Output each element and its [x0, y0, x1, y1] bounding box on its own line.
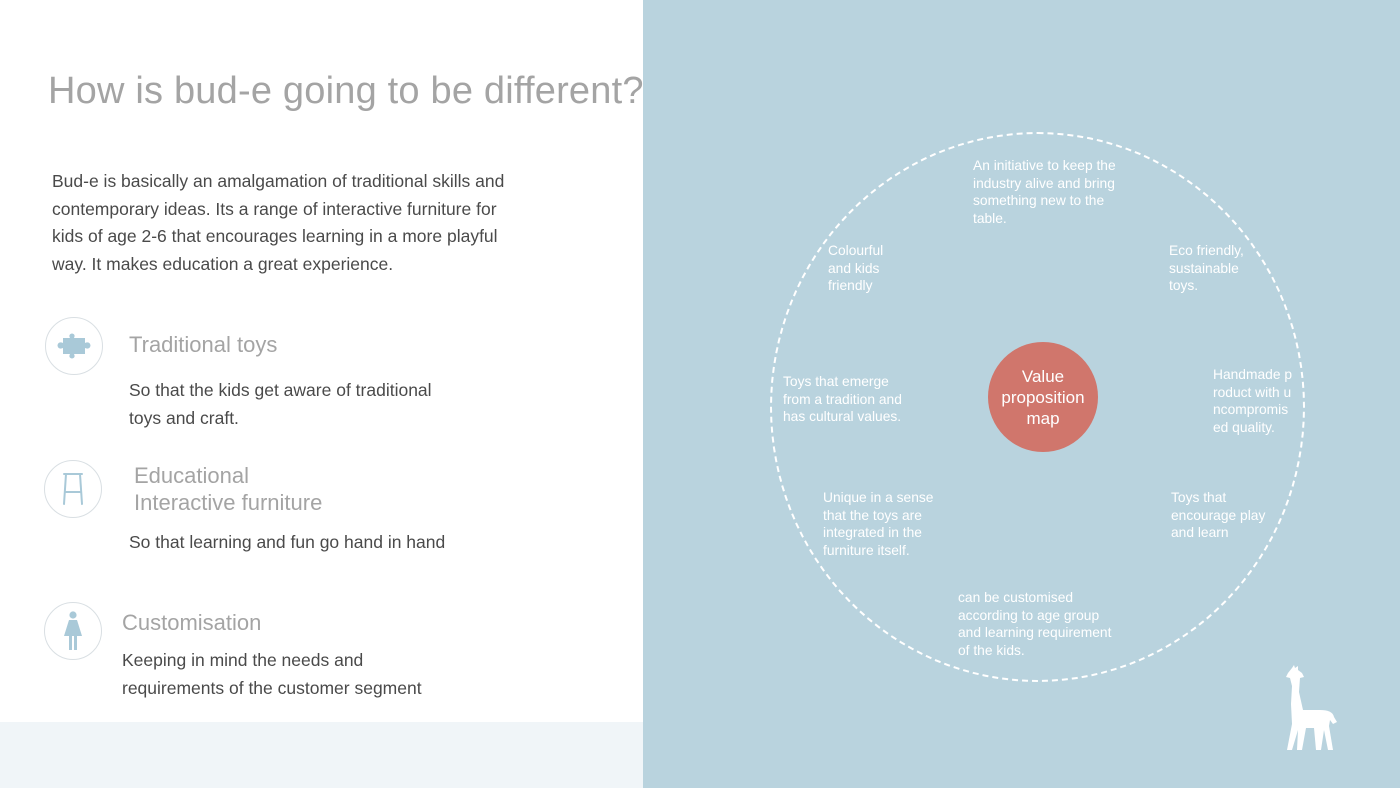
value-point-customised: can be customised according to age group and learning requirement of the kids. — [958, 590, 1112, 658]
page-title: How is bud-e going to be different? — [48, 70, 644, 112]
feature-icon-customisation — [44, 602, 102, 660]
value-point-eco-friendly: Eco friendly, sustainable toys. — [1169, 243, 1244, 293]
feature-description-traditional-toys: So that the kids get aware of traditional toys and craft. — [129, 380, 432, 428]
feature-description-educational-furniture: So that learning and fun go hand in hand — [129, 532, 446, 552]
intro-paragraph: Bud-e is basically an amalgamation of traditional skills and contemporary ideas. Its a range of interactive furniture for kids of age 2-6 that encourages learning in a more playful way. It makes education a great experience. — [52, 171, 505, 274]
feature-icon-educational-furniture — [44, 460, 102, 518]
feature-heading-traditional-toys: Traditional toys — [129, 332, 278, 357]
value-point-initiative: An initiative to keep the industry alive and bring something new to the table. — [973, 158, 1116, 226]
left-footer-band — [0, 722, 643, 788]
feature-icon-traditional-toys — [45, 317, 103, 375]
feature-heading-educational-furniture — [134, 462, 394, 516]
value-point-tradition: Toys that emerge from a tradition and has cultural values. — [783, 374, 902, 424]
puzzle-icon — [54, 332, 94, 360]
value-point-unique: Unique in a sense that the toys are integrated in the furniture itself. — [823, 490, 934, 558]
value-proposition-center: Value proposition map — [988, 342, 1098, 452]
value-point-play-and-learn: Toys that encourage play and learn — [1171, 490, 1266, 540]
feature-heading-line-2: Interactive furniture — [134, 490, 323, 515]
feature-description-customisation: Keeping in mind the needs and requirements of the customer segment — [122, 650, 422, 698]
person-icon — [62, 611, 84, 651]
value-point-handmade: Handmade product with uncompromised quality. — [1213, 367, 1293, 435]
stool-icon — [61, 472, 85, 506]
feature-heading-customisation: Customisation — [122, 610, 262, 635]
value-point-colourful: Colourful and kids friendly — [828, 243, 884, 293]
feature-heading-line-1: Educational — [134, 463, 249, 488]
giraffe-icon — [1280, 664, 1340, 752]
